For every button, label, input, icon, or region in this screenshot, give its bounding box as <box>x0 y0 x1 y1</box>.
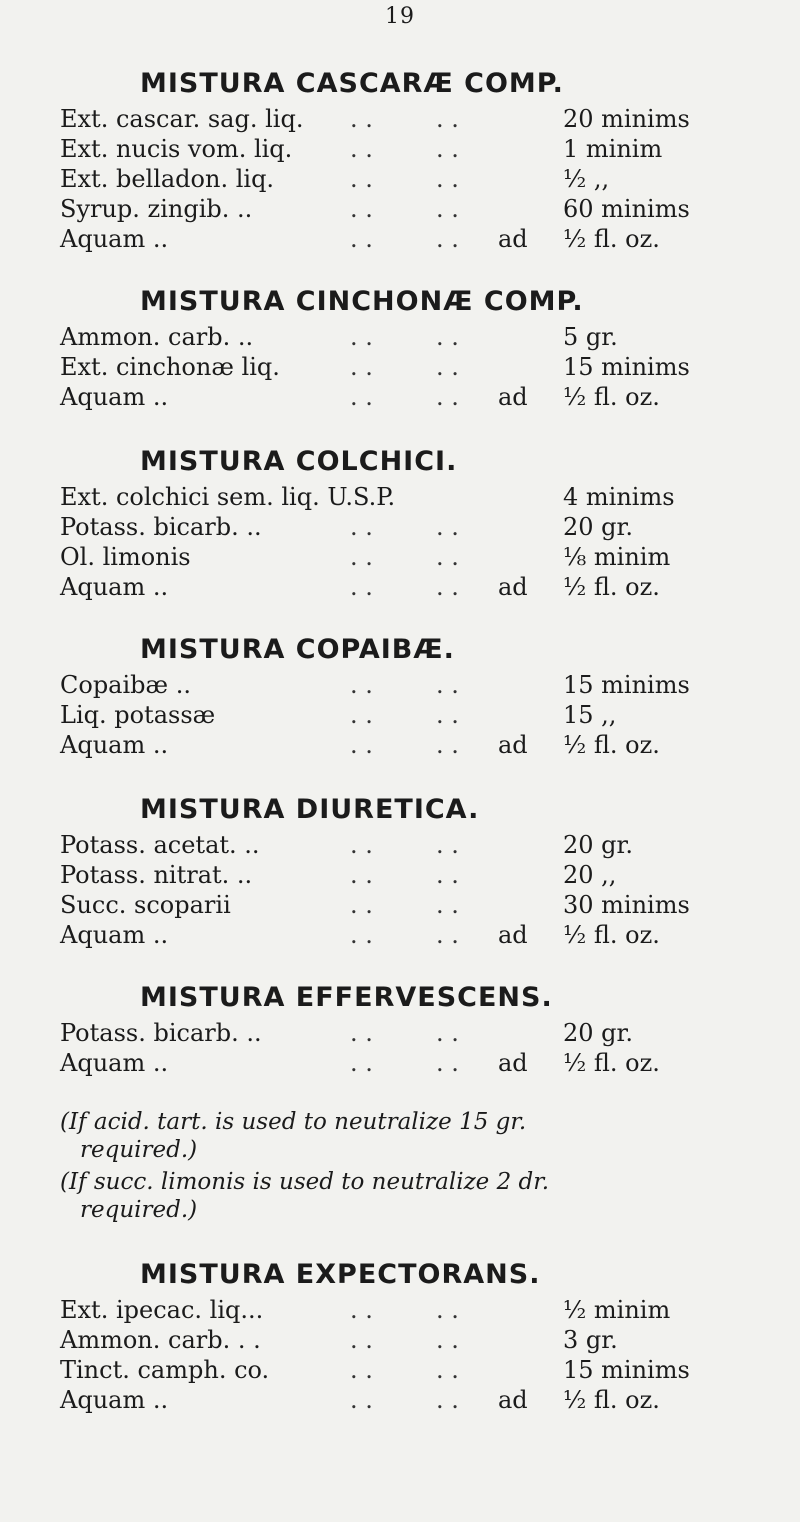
ingredient-name: Potass. acetat. .. <box>60 831 260 859</box>
recipe-row: Aquam .. . . . . ad ½ fl. oz. <box>60 921 660 949</box>
recipe-row: Potass. acetat. .. . . . . 20 gr. <box>60 831 633 859</box>
quantity: 15 ,, <box>563 701 617 729</box>
quantity: 20 gr. <box>563 1019 633 1047</box>
section-mistura-cascarae <box>0 64 800 254</box>
recipe-row: Aquam .. . . . . ad ½ fl. oz. <box>60 1049 660 1077</box>
quantity: ½ fl. oz. <box>563 1049 660 1077</box>
recipe-row: Aquam .. . . . . ad ½ fl. oz. <box>60 731 660 759</box>
recipe-row <box>0 482 800 512</box>
ingredient-name: Aquam .. <box>60 731 169 759</box>
qualifier: ad <box>498 383 528 411</box>
quantity: ⅛ minim <box>563 543 671 571</box>
ingredient-name: Aquam .. <box>60 225 169 253</box>
ingredient-name: Succ. scoparii <box>60 891 231 919</box>
section-title: MISTURA COLCHICI. <box>140 446 458 477</box>
recipe-row: Ext. cinchonæ liq. . . . . 15 minims <box>60 353 690 381</box>
quantity: 15 minims <box>563 353 690 381</box>
quantity: 30 minims <box>563 891 690 919</box>
section-mistura-colchici <box>0 442 800 602</box>
quantity: 5 gr. <box>563 323 618 351</box>
ingredient-name: Ext. belladon. liq. <box>60 165 275 193</box>
quantity: 20 gr. <box>563 831 633 859</box>
section-title: MISTURA EXPECTORANS. <box>140 1259 541 1290</box>
ingredient-name: Aquam .. <box>60 383 169 411</box>
ingredient-name: Copaibæ .. <box>60 671 191 699</box>
recipe-row: Aquam .. . . . . ad ½ fl. oz. <box>60 573 660 601</box>
ingredient-name: Ext. colchici sem. liq. U.S.P. <box>60 483 396 511</box>
recipe-row: Ammon. carb. . . . . . . 3 gr. <box>60 1326 618 1354</box>
quantity: ½ fl. oz. <box>563 573 660 601</box>
recipe-row: Ext. ipecac. liq... . . . . ½ minim <box>60 1296 671 1324</box>
quantity: 20 minims <box>563 105 690 133</box>
ingredient-name: Aquam .. <box>60 573 169 601</box>
recipe-row: Potass. bicarb. .. . . . . 20 gr. <box>60 513 633 541</box>
ingredient-name: Potass. bicarb. .. <box>60 1019 262 1047</box>
section-title: MISTURA CASCARÆ COMP. <box>140 68 564 99</box>
ingredient-name: Liq. potassæ <box>60 701 216 729</box>
qualifier: ad <box>498 573 528 601</box>
section-title: MISTURA CINCHONÆ COMP. <box>140 286 584 317</box>
recipe-row: Tinct. camph. co. . . . . 15 minims <box>60 1356 690 1384</box>
recipe-row: Liq. potassæ . . . . 15 ,, <box>60 701 617 729</box>
ingredient-name: Ammon. carb. . . <box>60 1326 261 1354</box>
quantity: ½ fl. oz. <box>563 921 660 949</box>
recipe-row: Potass. bicarb. .. . . . . 20 gr. <box>60 1019 633 1047</box>
ingredient-name: Potass. bicarb. .. <box>60 513 262 541</box>
ingredient-name: Aquam .. <box>60 921 169 949</box>
quantity: ½ fl. oz. <box>563 1386 660 1414</box>
recipe-row: Ammon. carb. .. . . . . 5 gr. <box>60 323 618 351</box>
recipe-row: Potass. nitrat. .. . . . . 20 ,, <box>60 861 617 889</box>
quantity: ½ minim <box>563 1296 671 1324</box>
qualifier: ad <box>498 1386 528 1414</box>
ingredient-name: Aquam .. <box>60 1386 169 1414</box>
recipe-row: Aquam .. . . . . ad ½ fl. oz. <box>60 383 660 411</box>
section-mistura-expectorans <box>0 1255 800 1415</box>
quantity: ½ fl. oz. <box>563 383 660 411</box>
recipe-row: Ext. belladon. liq. . . . . ½ ,, <box>60 165 610 193</box>
recipe-row: Syrup. zingib. .. . . . . 60 minims <box>60 195 690 223</box>
quantity: ½ fl. oz. <box>563 731 660 759</box>
note-succ-limonis <box>60 1168 740 1224</box>
section-mistura-cinchonae <box>0 282 800 412</box>
quantity: 15 minims <box>563 1356 690 1384</box>
note-line: (If acid. tart. is used to neutralize 15 gr. <box>60 1109 527 1135</box>
ingredient-name: Ammon. carb. .. <box>60 323 254 351</box>
ingredient-name: Tinct. camph. co. <box>60 1356 270 1384</box>
note-line: (If succ. limonis is used to neutralize 2 dr. <box>60 1169 550 1195</box>
recipe-row: Aquam .. . . . . ad ½ fl. oz. <box>60 1386 660 1414</box>
recipe-row: Ol. limonis . . . . ⅛ minim <box>60 543 671 571</box>
section-mistura-effervescens <box>0 978 800 1078</box>
quantity: 20 ,, <box>563 861 617 889</box>
qualifier: ad <box>498 225 528 253</box>
note-line: required.) <box>80 1137 198 1163</box>
recipe-row: Ext. nucis vom. liq. . . . . 1 minim <box>60 135 663 163</box>
qualifier: ad <box>498 731 528 759</box>
quantity: 20 gr. <box>563 513 633 541</box>
section-title: MISTURA EFFERVESCENS. <box>140 982 553 1013</box>
section-mistura-diuretica <box>0 790 800 950</box>
section-title: MISTURA COPAIBÆ. <box>140 634 455 665</box>
ingredient-name: Ext. ipecac. liq... <box>60 1296 264 1324</box>
qualifier: ad <box>498 921 528 949</box>
ingredient-name: Ext. nucis vom. liq. <box>60 135 293 163</box>
ingredient-name: Potass. nitrat. .. <box>60 861 253 889</box>
recipe-row: Aquam .. . . . . ad ½ fl. oz. <box>60 225 660 253</box>
ingredient-name: Ol. limonis <box>60 543 191 571</box>
quantity: 1 minim <box>563 135 663 163</box>
recipe-row: Ext. cascar. sag. liq. . . . . 20 minims <box>60 105 690 133</box>
recipe-row: Succ. scoparii . . . . 30 minims <box>60 891 690 919</box>
note-acid-tart <box>60 1108 740 1164</box>
quantity: 3 gr. <box>563 1326 618 1354</box>
recipe-row: Copaibæ .. . . . . 15 minims <box>60 671 690 699</box>
quantity: ½ fl. oz. <box>563 225 660 253</box>
quantity: 4 minims <box>563 483 675 511</box>
ingredient-name: Ext. cascar. sag. liq. <box>60 105 304 133</box>
ingredient-name: Ext. cinchonæ liq. <box>60 353 280 381</box>
qualifier: ad <box>498 1049 528 1077</box>
quantity: 15 minims <box>563 671 690 699</box>
ingredient-name: Syrup. zingib. .. <box>60 195 253 223</box>
note-line: required.) <box>80 1197 198 1223</box>
section-mistura-copaibae <box>0 630 800 760</box>
quantity: ½ ,, <box>563 165 610 193</box>
ingredient-name: Aquam .. <box>60 1049 169 1077</box>
page-number: 19 <box>385 4 415 29</box>
quantity: 60 minims <box>563 195 690 223</box>
section-title: MISTURA DIURETICA. <box>140 794 480 825</box>
